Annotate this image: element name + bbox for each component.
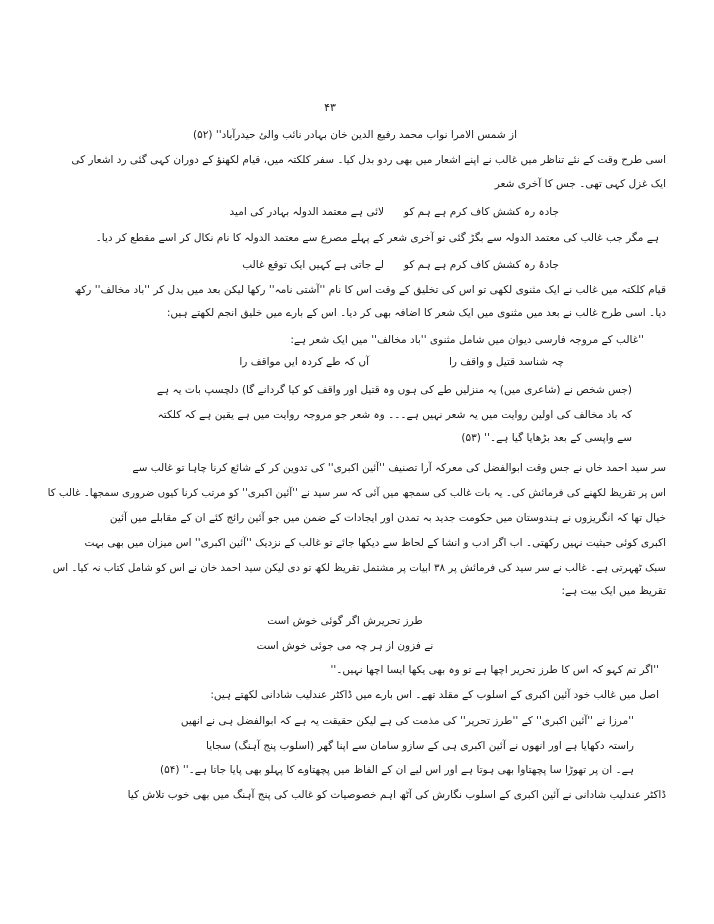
verse-line-right: لائی ہے معتمد الدولہ بہادر کی امید <box>229 206 384 218</box>
quote-line: سے واپسی کے بعد بڑھایا گیا ہے۔'' (۵۳) <box>461 432 632 444</box>
text-line: ہے مگر جب غالب کی معتمد الدولہ سے بگڑ گئی تو آخری شعر کے پہلے مصرع سے معتمد الدولہ کا نام نکال کر اسے مقطع کر دیا۔ <box>95 232 659 244</box>
text-line: ایک غزل کہی تھی۔ جس کا آخری شعر <box>494 178 666 190</box>
quote-line: ''مرزا نے ''آئین اکبری'' کے ''طرز تحریر'' کی مذمت کی ہے لیکن حقیقت یہ ہے کہ ابوالفضل ہی نے انھیں <box>180 715 634 727</box>
text-line: سر سید احمد خاں نے جس وقت ابوالفضل کی معرکہ آرا تصنیف ''آئین اکبری'' کی تدوین کر کے شائع کرنا چاہا تو غالب سے <box>132 462 666 474</box>
text-line: خیال تھا کہ انگریزوں نے ہندوستان میں حکومت جدید بہ تمدن اور ایجادات کے ضمن میں جو آئین رائج کئے ان کے مقابلے میں آئین <box>109 512 666 524</box>
verse-line-left: جادہ رہ کشش کاف کرم ہے ہم کو <box>403 206 559 218</box>
text-line: از شمس الامرا نواب محمد رفیع الدین خان بہادر نائب والئ حیدرآباد'' (۵۲) <box>193 129 517 141</box>
verse-line: طرز تحریرش اگر گوئی خوش است <box>267 615 423 627</box>
text-line: اصل میں غالب خود آئین اکبری کے اسلوب کے مقلد تھے۔ اس بارے میں ڈاکٹر عندلیب شادانی لکھتے ہیں: <box>210 689 659 701</box>
quote-line: ہے۔ ان پر تھوڑا سا پچھتاوا بھی ہوتا ہے اور اس لیے ان کے الفاظ میں پچھتاوے کا پہلو بھی پایا جاتا ہے۔'' (۵۴) <box>160 764 634 776</box>
verse-line: نے فزون از ہر چہ می جوئی خوش است <box>256 640 434 652</box>
page-number: ۴۳ <box>324 101 336 114</box>
text-line: قیام کلکتہ میں غالب نے ایک مثنوی لکھی تو اس کی تخلیق کے وقت اس کا نام ''آشتی نامہ'' رکھا لیکن بعد میں بدل کر ''باد مخالف'' رکھ <box>74 284 666 296</box>
verse-line-right: آں کہ طے کردہ ایں مواقف را <box>239 356 369 368</box>
quote-line: (جس شخص نے (شاعری میں) یہ منزلیں طے کی ہوں وہ قتیل اور واقف کو کیا گردانے گا) دلچسپ بات یہ ہے <box>156 384 632 396</box>
verse-line-left: جادۂ رہ کشش کاف کرم ہے ہم کو <box>403 259 559 271</box>
text-line: اکبری کوئی حیثیت نہیں رکھتی۔ اب اگر ادب و انشا کے لحاظ سے دیکھا جائے تو غالب کے نزدیک ''آئین اکبری'' اس میزان میں بھی بہت <box>84 537 666 549</box>
text-line: سبک ٹھہرتی ہے۔ غالب نے سر سید کی فرمائش پر ۳۸ ابیات پر مشتمل تقریظ لکھ تو دی لیکن سید احمد خان نے اس کو شامل کتاب نہ کیا۔ اس <box>52 562 666 574</box>
text-line: تقریظ میں ایک بیت ہے: <box>561 585 666 597</box>
quote-line: راستہ دکھایا ہے اور انھوں نے آئین اکبری ہی کے سازو سامان سے اپنا گھر (اسلوب پنج آہنگ) سجایا <box>206 740 634 752</box>
verse-line-left: چہ شناسد قتیل و واقف را <box>448 356 564 368</box>
quote-line: کہ باد مخالف کی اولین روایت میں یہ شعر نہیں ہے۔۔۔ وہ شعر جو مروجہ روایت میں ہے یقین ہے کہ کلکتہ <box>157 409 632 421</box>
text-line: ''اگر تم کہو کہ اس کا طرز تحریر اچھا ہے تو وہ بھی یکھا ایسا اچھا نہیں۔'' <box>330 664 659 676</box>
verse-line-right: لے جاتی ہے کہیں ایک توقع غالب <box>242 259 384 271</box>
text-line: اس پر تقریظ لکھنے کی فرمائش کی۔ یہ بات غالب کی سمجھ میں آئی کہ سر سید نے ''آئین اکبری'' کو مرتب کرنا کیوں ضروری سمجھا۔ غالب کا <box>47 487 666 499</box>
text-line: اسی طرح وقت کے نئے تناظر میں غالب نے اپنے اشعار میں بھی ردو بدل کیا۔ سفر کلکتہ میں، قیام لکھنؤ کے دوران کہی گئی رد اشعار کی <box>71 154 666 166</box>
text-line: ڈاکٹر عندلیب شادانی نے آئین اکبری کے اسلوب نگارش کی آٹھ اہم خصوصیات کو غالب کی پنج آہنگ میں بھی خوب تلاش کیا <box>127 789 666 801</box>
quote-line: ''غالب کے مروجہ فارسی دیوان میں شامل مثنوی ''باد مخالف'' میں ایک شعر ہے: <box>290 334 644 346</box>
text-line: دیا۔ اسی طرح غالب نے بعد میں مثنوی میں ایک شعر کا اضافہ بھی کر دیا۔ اس کے بارے میں خلیق انجم لکھتے ہیں: <box>166 307 666 319</box>
